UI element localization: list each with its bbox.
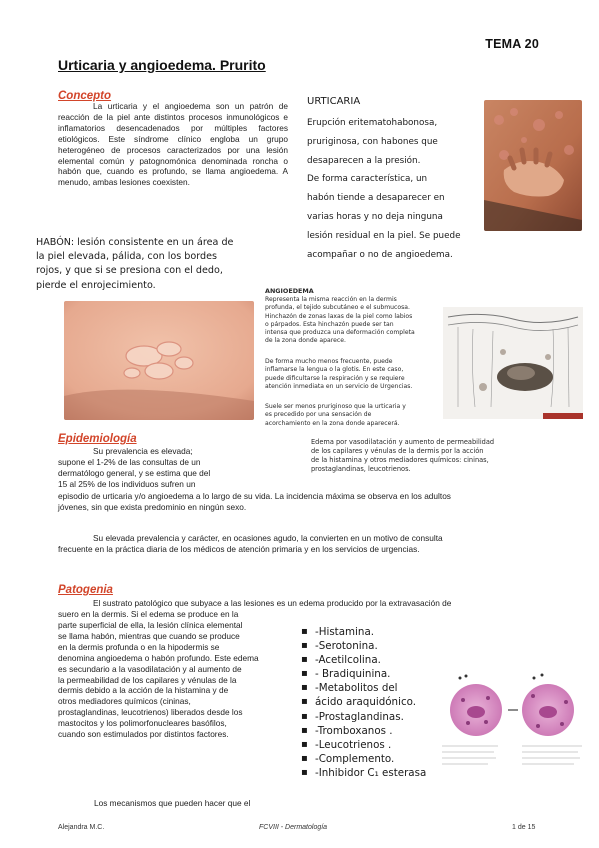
angioedema-line: intensa que produzca una deformación completa: [265, 329, 415, 337]
patogenia-line: denomina angioedema o habón profundo. Este edema: [58, 652, 259, 663]
mediator-item: ▪ ácido araquidónico.: [301, 695, 451, 709]
habon-line: la piel elevada, pálida, con los bordes: [36, 251, 218, 263]
urticaria-line: De forma característica, un: [307, 174, 428, 185]
habon-photo: [64, 301, 254, 420]
scratching-photo: [484, 100, 582, 231]
edema-line: Edema por vasodilatación y aumento de permeabilidad: [311, 438, 495, 446]
edema-line: de los capilares y vénulas de la dermis por la acción: [311, 447, 484, 455]
epidemiologia-text-narrow: [58, 446, 248, 490]
angioedema-line: inflamarse la lengua o la glotis. En este caso,: [265, 366, 404, 374]
urticaria-line: lesión residual en la piel. Se puede: [307, 230, 461, 241]
epidemiologia-line: 15 al 25% de los individuos sufren un: [58, 478, 196, 489]
angioedema-line: atención inmediata en un servicio de Urgencias.: [265, 382, 413, 390]
mediator-item: ▪ -Metabolitos del: [301, 681, 451, 695]
habon-note: [36, 236, 266, 293]
epidemiologia-heading: Epidemiología: [58, 433, 137, 445]
edema-line: de la histamina y otros mediadores químicos: cininas,: [311, 456, 489, 464]
habon-line: HABÓN: lesión consistente en un área de: [36, 237, 234, 248]
epidemiologia-line: dermatólogo general, y se estima que del: [58, 467, 211, 478]
concepto-heading: Concepto: [58, 90, 112, 102]
footer-course: FCVIII - Dermatología: [259, 824, 328, 831]
angioedema-line: Hinchazón de zonas laxas de la piel como labios: [265, 312, 413, 320]
urticaria-line: desaparecen a la presión.: [307, 155, 421, 166]
concepto-text: La urticaria y el angioedema son un patrón de reacción de la piel ante distintos procesos inmunológicos e inflamatorios desencadenados por múltiples factores etiológicos. Este síndrome clínico engloba un grupo heterogéneo de procesos caracterizados por una lesión elemental común y patognomónica denominada roncha o habón que, cuando es profundo, se llama angioedema. A menudo, ambas lesiones coexisten.: [58, 101, 288, 188]
patogenia-line: otros mediadores químicos (cininas,: [58, 696, 191, 707]
edema-note: [311, 438, 541, 474]
epidemiologia-line: jóvenes, sin que exista predominio en ningún sexo.: [58, 501, 247, 512]
mediator-item: ▪ -Tromboxanos .: [301, 724, 451, 738]
urticaria-heading: URTICARIA: [307, 96, 361, 107]
patogenia-line: mastocitos y los polimorfonucleares basófilos,: [58, 718, 227, 729]
mediator-item: ▪ -Acetilcolina.: [301, 653, 451, 667]
patogenia-line: suero en la dermis. Si el edema se produce en la: [58, 608, 239, 619]
patogenia-heading: Patogenia: [58, 584, 113, 596]
urticaria-line: Erupción eritematohabonosa,: [307, 118, 438, 128]
mast-cell-diagram: [438, 668, 586, 773]
urticaria-line: habón tiende a desaparecer en: [307, 193, 445, 204]
patogenia-intro: [58, 598, 548, 620]
patogenia-line: la permeabilidad de los capilares y vénulas de la: [58, 674, 237, 685]
skin-section-diagram: [443, 307, 583, 419]
edema-line: prostaglandinas, leucotrienos.: [311, 465, 411, 473]
mediators-list: [301, 625, 451, 780]
patogenia-last-line: Los mecanismos que pueden hacer que el: [94, 798, 251, 808]
patogenia-line: es secundario a la vasodilatación y al aumento de: [58, 663, 242, 674]
epidemiologia-line: frecuente en la práctica diaria de los médicos de atención primaria y en los servicios de urgencias.: [58, 543, 420, 554]
mediator-item: ▪ -Leucotrienos .: [301, 738, 451, 752]
mediator-item: ▪ - Bradiquinina.: [301, 667, 451, 681]
angioedema-line: de la zona donde aparece.: [265, 337, 346, 345]
patogenia-text: [58, 620, 288, 740]
patogenia-line: en la dermis profunda o en la hipodermis se: [58, 641, 220, 652]
mediator-item: ▪ -Complemento.: [301, 752, 451, 766]
angioedema-line: Suele ser menos pruriginoso que la urticaria y: [265, 403, 406, 410]
patogenia-line: El sustrato patológico que subyace a las lesiones es un edema producido por la extravasación de: [93, 598, 452, 608]
footer-page: 1 de 15: [512, 824, 536, 831]
urticaria-line: varias horas y no deja ninguna: [307, 211, 443, 222]
mediator-item: ▪ -Inhibidor C₁ esterasa: [301, 766, 451, 780]
urticaria-line: pruriginosa, con habones que: [307, 136, 438, 147]
mediator-item: ▪ -Histamina.: [301, 625, 451, 639]
urticaria-note: [307, 114, 487, 264]
patogenia-line: prostaglandinas, leucotrienos) liberados desde los: [58, 707, 243, 718]
patogenia-line: dermis debido a la acción de la histamina y de: [58, 685, 229, 696]
epidemiologia-line: episodio de urticaria y/o angioedema a lo largo de su vida. La incidencia máxima se observa en los adultos: [58, 491, 451, 501]
angioedema-paragraph-1: [265, 296, 440, 346]
habon-line: rojos, y que si se presiona con el dedo,: [36, 265, 223, 277]
epidemiologia-line: Su prevalencia es elevada;: [93, 446, 193, 456]
angioedema-line: Representa la misma reacción en la dermis: [265, 296, 397, 303]
patogenia-line: cuando son estimulados por distintos factores.: [58, 729, 229, 740]
patogenia-line: se llama habón, mientras que cuando se produce: [58, 630, 240, 641]
angioedema-line: De forma mucho menos frecuente, puede: [265, 358, 393, 365]
angioedema-line: es precedido por una sensación de: [265, 411, 372, 419]
epidemiologia-line: Su elevada prevalencia y carácter, en ocasiones agudo, la convierten en un motivo de consulta: [93, 533, 443, 543]
patogenia-line: parte superficial de ella, la lesión clínica elemental: [58, 620, 243, 630]
topic-number: TEMA 20: [485, 37, 539, 51]
angioedema-heading: ANGIOEDEMA: [265, 287, 314, 295]
mediator-item: ▪ -Prostaglandinas.: [301, 710, 451, 724]
angioedema-line: puede dificultarse la respiración y se requiere: [265, 374, 405, 382]
footer-author: Alejandra M.C.: [58, 824, 105, 831]
page-title: Urticaria y angioedema. Prurito: [58, 57, 266, 73]
epidemiologia-paragraph-2: [58, 533, 548, 555]
epidemiologia-line: supone el 1-2% de las consultas de un: [58, 456, 201, 467]
angioedema-paragraph-2: [265, 358, 440, 391]
mediator-item: ▪ -Serotonina.: [301, 639, 451, 653]
angioedema-line: o párpados. Esta hinchazón puede ser tan: [265, 320, 394, 328]
angioedema-line: acorchamiento en la zona donde aparecerá.: [265, 419, 400, 427]
angioedema-paragraph-3: [265, 403, 440, 428]
epidemiologia-text-wide: [58, 491, 548, 513]
angioedema-line: profunda, el tejido subcutáneo e el submucosa.: [265, 304, 410, 312]
habon-line: pierde el enrojecimiento.: [36, 279, 156, 291]
urticaria-line: acompañar o no de angioedema.: [307, 249, 453, 260]
